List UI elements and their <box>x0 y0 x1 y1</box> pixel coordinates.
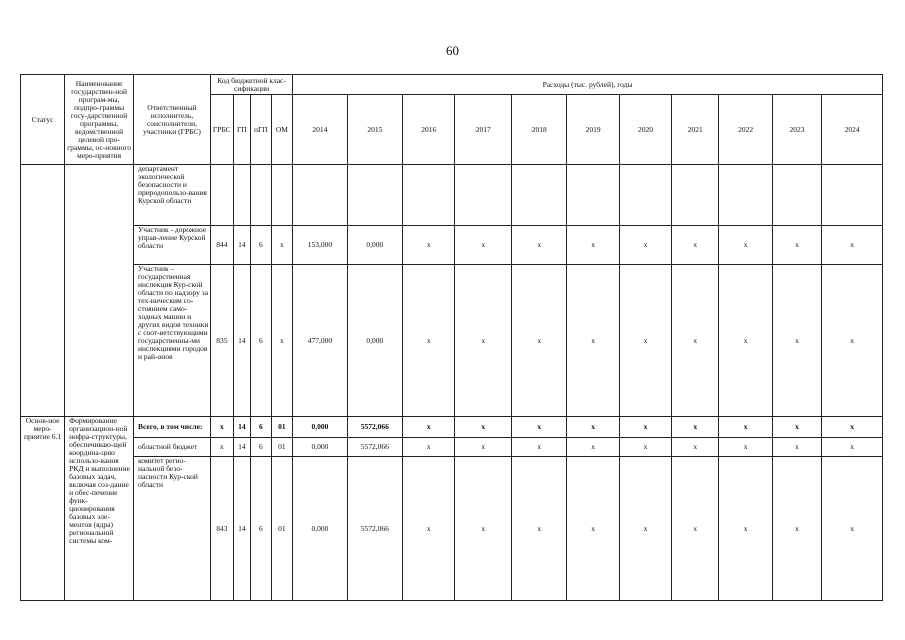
value-cell: х <box>455 438 511 457</box>
value-cell <box>772 165 821 226</box>
code-cell <box>271 165 293 226</box>
value-cell: х <box>619 457 671 601</box>
header-program-name: Наименование государствен-ной програм-мы, подпро-граммы госу-дарственной программы, ведомственной целевой про-граммы, ос-новного меро-приятия <box>65 75 134 165</box>
header-year: 2024 <box>822 95 883 165</box>
value-cell: х <box>719 265 772 417</box>
header-year: 2018 <box>511 95 566 165</box>
code-cell: 14 <box>233 438 250 457</box>
table-row <box>21 417 883 438</box>
header-expenses-group: Расходы (тыс. рублей), годы <box>293 75 883 95</box>
header-code-gp: ГП <box>233 95 250 165</box>
code-cell: 14 <box>233 265 250 417</box>
value-cell: х <box>822 417 883 438</box>
code-cell: 843 <box>211 457 234 601</box>
code-cell: 6 <box>251 265 272 417</box>
value-cell <box>455 165 511 226</box>
value-cell <box>403 165 455 226</box>
code-cell: 835 <box>211 265 234 417</box>
code-cell: 6 <box>251 457 272 601</box>
value-cell <box>672 165 719 226</box>
value-cell <box>719 165 772 226</box>
value-cell: 477,000 <box>293 265 347 417</box>
header-year: 2020 <box>619 95 671 165</box>
value-cell: 153,000 <box>293 226 347 265</box>
value-cell: 5572,066 <box>347 438 402 457</box>
executor-cell: комитет регио-нальной безо-пасности Кур-ской области <box>133 457 210 601</box>
code-cell: 14 <box>233 457 250 601</box>
header-year: 2022 <box>719 95 772 165</box>
header-code-pgp: пГП <box>251 95 272 165</box>
page-number: 60 <box>446 43 459 58</box>
value-cell: х <box>455 265 511 417</box>
code-cell: 01 <box>271 457 293 601</box>
code-cell <box>233 165 250 226</box>
value-cell <box>347 165 402 226</box>
code-cell: х <box>211 438 234 457</box>
value-cell: х <box>403 417 455 438</box>
value-cell: х <box>822 265 883 417</box>
code-cell: 01 <box>271 417 293 438</box>
code-cell: 844 <box>211 226 234 265</box>
header-year: 2017 <box>455 95 511 165</box>
table-row <box>21 226 883 265</box>
value-cell: х <box>619 265 671 417</box>
code-cell: 6 <box>251 417 272 438</box>
header-budget-code-group: Код бюджетной клас-сификации <box>211 75 293 95</box>
value-cell: х <box>772 438 821 457</box>
program-name-cell: Формирование организацион-ной инфра-структуры, обеспечиваю-щей координа-цию использо-вания РКД и выполнение базовых задач, включая соз-дание и обес-печение функ-ционирования базовых эле-ментов (ядра) региональной системы ком- <box>65 417 134 601</box>
value-cell: х <box>511 457 566 601</box>
value-cell: х <box>772 457 821 601</box>
header-year: 2014 <box>293 95 347 165</box>
table-row <box>21 265 883 417</box>
table-row <box>21 457 883 601</box>
executor-cell: Всего, в том числе: <box>133 417 210 438</box>
value-cell: х <box>719 438 772 457</box>
code-cell: 14 <box>233 226 250 265</box>
value-cell: х <box>719 457 772 601</box>
value-cell: 0,000 <box>293 438 347 457</box>
header-year: 2019 <box>567 95 619 165</box>
value-cell: х <box>403 457 455 601</box>
value-cell: х <box>511 265 566 417</box>
code-cell: х <box>271 265 293 417</box>
value-cell: 5572,066 <box>347 417 402 438</box>
value-cell: х <box>619 226 671 265</box>
status-cell: Основ-ное меро-приятие 6.1 <box>21 417 65 601</box>
budget-table <box>20 74 883 601</box>
value-cell: х <box>567 417 619 438</box>
value-cell <box>567 165 619 226</box>
code-cell: 01 <box>271 438 293 457</box>
value-cell: х <box>567 457 619 601</box>
executor-cell: Участник - дорожное управ-ление Курской области <box>133 226 210 265</box>
value-cell: х <box>567 265 619 417</box>
value-cell: х <box>672 457 719 601</box>
status-cell <box>21 165 65 417</box>
value-cell: х <box>455 226 511 265</box>
header-row-1 <box>21 75 883 95</box>
value-cell: х <box>567 438 619 457</box>
executor-cell: департамент экологической безопасности и природопользо-вания Курской области <box>133 165 210 226</box>
value-cell <box>293 165 347 226</box>
program-name-cell <box>65 165 134 417</box>
code-cell: х <box>271 226 293 265</box>
value-cell: х <box>822 457 883 601</box>
value-cell: х <box>511 226 566 265</box>
value-cell: х <box>719 417 772 438</box>
value-cell: х <box>822 438 883 457</box>
value-cell: х <box>772 417 821 438</box>
code-cell: 6 <box>251 226 272 265</box>
header-year: 2015 <box>347 95 402 165</box>
value-cell: х <box>672 265 719 417</box>
value-cell: х <box>403 438 455 457</box>
code-cell <box>251 165 272 226</box>
code-cell: х <box>211 417 234 438</box>
value-cell: х <box>455 417 511 438</box>
value-cell: 5572,066 <box>347 457 402 601</box>
code-cell: 14 <box>233 417 250 438</box>
header-year: 2021 <box>672 95 719 165</box>
executor-cell: Участник – государственная инспекция Кур-ской области по надзору за тех-ническим со-стоянием само-ходных машин и других видов техники с соот-ветствующими государственны-ми инспекциями городов и рай-онов <box>133 265 210 417</box>
value-cell: 0,000 <box>347 226 402 265</box>
table-row <box>21 165 883 226</box>
value-cell: х <box>772 265 821 417</box>
value-cell: х <box>619 438 671 457</box>
code-cell: 6 <box>251 438 272 457</box>
value-cell: х <box>672 417 719 438</box>
value-cell <box>511 165 566 226</box>
header-status: Статус <box>21 75 65 165</box>
value-cell: х <box>822 226 883 265</box>
value-cell: х <box>772 226 821 265</box>
value-cell: х <box>511 417 566 438</box>
value-cell: х <box>619 417 671 438</box>
executor-cell: областной бюджет <box>133 438 210 457</box>
value-cell: х <box>672 226 719 265</box>
header-year: 2023 <box>772 95 821 165</box>
value-cell: х <box>403 226 455 265</box>
header-executor: Ответственный исполнитель, соисполнители, участники (ГРБС) <box>133 75 210 165</box>
value-cell <box>619 165 671 226</box>
code-cell <box>211 165 234 226</box>
value-cell: х <box>567 226 619 265</box>
value-cell: х <box>719 226 772 265</box>
value-cell: х <box>403 265 455 417</box>
value-cell: х <box>672 438 719 457</box>
value-cell: 0,000 <box>293 457 347 601</box>
value-cell <box>822 165 883 226</box>
header-code-grbs: ГРБС <box>211 95 234 165</box>
value-cell: х <box>455 457 511 601</box>
value-cell: 0,000 <box>347 265 402 417</box>
value-cell: 0,000 <box>293 417 347 438</box>
header-code-om: ОМ <box>271 95 293 165</box>
table-row <box>21 438 883 457</box>
value-cell: х <box>511 438 566 457</box>
header-year: 2016 <box>403 95 455 165</box>
